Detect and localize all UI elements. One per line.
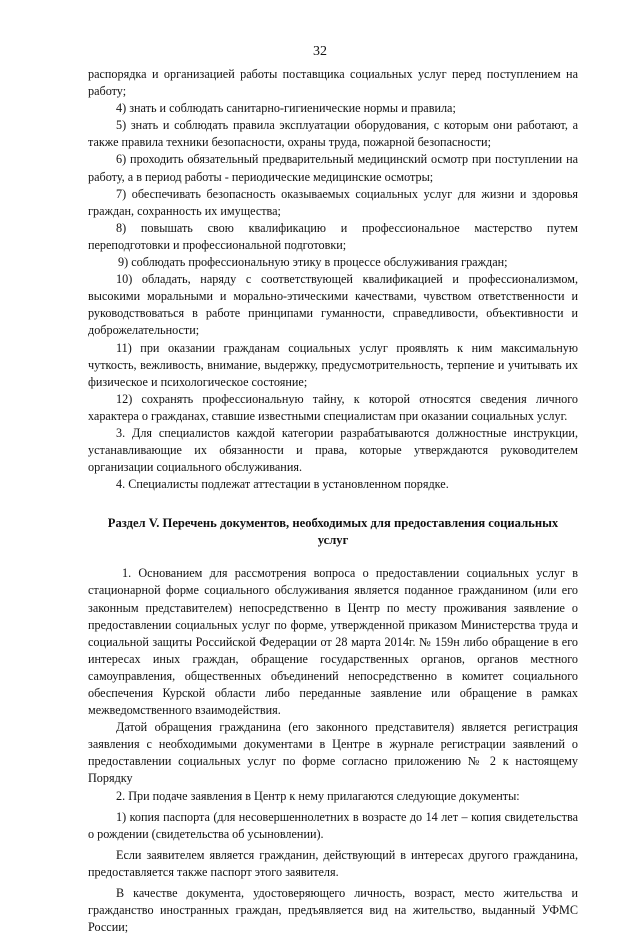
paragraph: 3. Для специалистов каждой категории разрабатываются должностные инструкции, устанавливающие их обязанности и права, которые утверждаются руководителем организации социального обслуживания. [88,425,578,475]
paragraph: 2. При подаче заявления в Центр к нему прилагаются следующие документы: [116,788,520,803]
list-item: 7) обеспечивать безопасность оказываемых социальных услуг для жизни и здоровья граждан, сохранность их имущества; [88,186,578,218]
list-item: 5) знать и соблюдать правила эксплуатации оборудования, с которым они работают, а также правила техники безопасности, охраны труда, пожарной безопасности; [88,118,578,150]
paragraph: 4. Специалисты подлежат аттестации в установленном порядке. [116,477,449,492]
list-item: 1) копия паспорта (для несовершеннолетних в возрасте до 14 лет – копия свидетельства о рождении (свидетельства об усыновлении). [88,809,578,841]
paragraph: распорядка и организацией работы поставщика социальных услуг перед поступлением на работу; [88,67,578,99]
list-item: 9) соблюдать профессиональную этику в процессе обслуживания граждан; [118,255,508,270]
list-item: 10) обладать, наряду с соответствующей квалификацией и профессионализмом, высокими моральными и морально-этическими качествами, чувством ответственности и руководствоваться в работе принципами гуманности, справедливости, объективности и доброжелательности; [88,272,578,338]
list-item: 4) знать и соблюдать санитарно-гигиенические нормы и правила; [116,101,456,116]
list-item: 12) сохранять профессиональную тайну, к которой относятся сведения личного характера о гражданах, ставшие известными специалистам при оказании социальных услуг. [88,391,578,423]
list-item: 11) при оказании гражданам социальных услуг проявлять к ним максимальную чуткость, вежливость, внимание, выдержку, предусмотрительность, терпение и учитывать их физическое и психологическое состояние; [88,340,578,389]
paragraph: Датой обращения гражданина (его законного представителя) является регистрация заявления с необходимыми документами в Центре в журнале регистрации заявлений о предоставлении социальных услуг по форме согласно приложению № 2 к настоящему Порядку [88,720,578,786]
paragraph: 1. Основанием для рассмотрения вопроса о предоставлении социальных услуг в стационарной форме социального обслуживания является поданное гражданином (или его законным представителем) непосредственно в Центр по месту проживания заявление о предоставлении социальных услуг по форме, утвержденной приказом Министерства труда и социальной защиты Российской Федерации от 28 марта 2014г. № 159н либо обращение в его интересах иных граждан, обращение государственных органов, органов местного самоуправления, общественных объединений непосредственно в комитет социального обеспечения Курской области либо переданные заявление или обращение в рамках межведомственного взаимодействия. [88,566,578,718]
page-number: 32 [313,44,327,59]
list-item: 8) повышать свою квалификацию и профессиональное мастерство путем переподготовки и профессиональной подготовки; [88,220,578,252]
section-title: Раздел V. Перечень документов, необходимых для предоставления социальных услуг [107,516,559,548]
paragraph: Если заявителем является гражданин, действующий в интересах другого гражданина, предоставляется также паспорт этого заявителя. [88,847,578,879]
document-body [88,66,578,936]
list-item: 6) проходить обязательный предварительный медицинский осмотр при поступлении на работу, а в период работы - периодические медицинские осмотры; [88,152,578,184]
paragraph: В качестве документа, удостоверяющего личность, возраст, место жительства и гражданство иностранных граждан, предъявляется вид на жительство, выданный УФМС России; [88,886,578,935]
